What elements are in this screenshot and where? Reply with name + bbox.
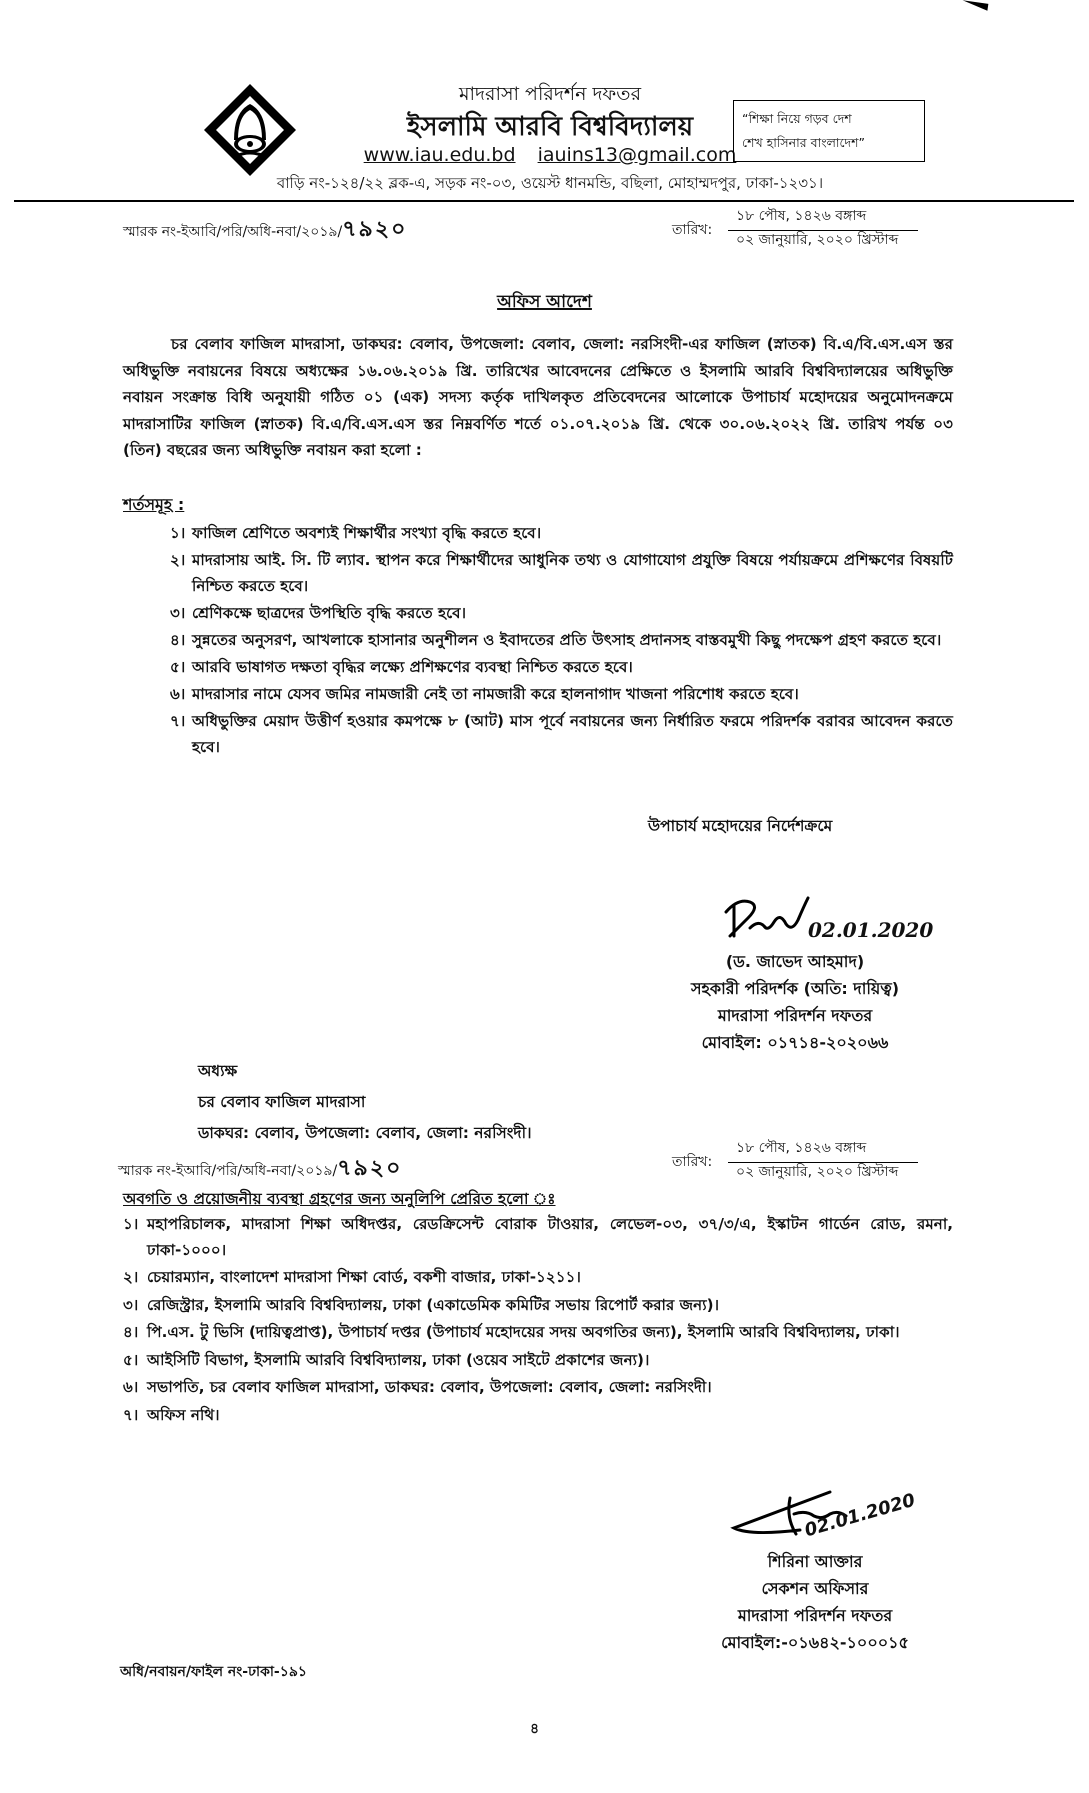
copy-item [123,1403,953,1429]
condition-number: ৪। [170,631,186,649]
header-divider [14,200,1074,202]
condition-number: ৬। [170,685,186,703]
by-order-of-vc: উপাচার্য মহোদয়ের নির্দেশক্রমে [648,817,833,835]
signatory-1-block [630,948,960,1056]
condition-item [170,708,953,760]
copy-text: আইসিটি বিভাগ, ইসলামি আরবি বিশ্ববিদ্যালয়, ঢাকা (ওয়েব সাইটে প্রকাশের জন্য)। [147,1350,650,1369]
date-gregorian: ০২ জানুয়ারি, ২০২০ খ্রিস্টাব্দ [736,232,899,248]
signatory-1-mobile: মোবাইল: ০১৭১৪-২০২০৬৬ [701,1033,889,1052]
page-number: ৪ [530,1721,540,1737]
condition-text: শ্রেণিকক্ষে ছাত্রদের উপস্থিতি বৃদ্ধি করতে হবে। [192,604,467,622]
signatory-1-office: মাদরাসা পরিদর্শন দফতর [717,1006,873,1025]
condition-item [170,681,953,707]
copy-item [123,1212,953,1263]
copies-list [123,1212,953,1430]
signature-date-2: 02.01.2020 [802,1489,918,1542]
university-seal-icon [200,80,300,180]
office-order-title-text: অফিস আদেশ [497,292,592,312]
copy-text: সভাপতি, চর বেলাব ফাজিল মাদরাসা, ডাকঘর: বেলাব, উপজেলা: বেলাব, জেলা: নরসিংদী। [147,1378,712,1396]
memo-handwritten-number: ৭৯২০ [342,217,408,242]
university-name: ইসলামি আরবি বিশ্ববিদ্যালয় [406,112,694,142]
condition-item [170,627,953,653]
date-bangla: ১৮ পৌষ, ১৪২৬ বঙ্গাব্দ [728,204,918,231]
copy-number: ৬। [123,1378,139,1396]
copy-text: রেজিস্ট্রার, ইসলামি আরবি বিশ্ববিদ্যালয়, ঢাকা (একাডেমিক কমিটির সভায় রিপোর্ট করার জন্য)। [147,1295,720,1314]
signatory-2-mobile: মোবাইল:-০১৬৪২-১০০০১৫ [721,1633,909,1652]
conditions-heading: শর্তসমূহ : [123,495,185,514]
signatory-2-office: মাদরাসা পরিদর্শন দফতর [737,1606,893,1625]
slogan-box [733,100,925,162]
signatory-1-name: (ড. জাভেদ আহমাদ) [725,952,865,971]
scan-artifact [962,0,989,11]
addressee-title: অধ্যক্ষ [198,1062,238,1080]
copy-text: পি.এস. টু ভিসি (দায়িত্বপ্রাপ্ত), উপাচার্য দপ্তর (উপাচার্য মহোদয়ের সদয় অবগতির জন্য), ইসলামি আরবি বিশ্ববিদ্যালয়, ঢাকা। [147,1323,900,1341]
copy-item [123,1320,953,1346]
copy-number: ৩। [123,1295,139,1314]
memo-prefix: স্মারক নং-ইআবি/পরি/অধি-নবা/২০১৯/ [123,224,343,240]
slogan-line-1: “শিক্ষা নিয়ে গড়ব দেশ [742,111,852,126]
date-label: তারিখ: [672,1154,713,1170]
date-block-top [672,204,932,252]
copy-text: চেয়ারম্যান, বাংলাদেশ মাদরাসা শিক্ষা বোর্ড, বকশী বাজার, ঢাকা-১২১১। [147,1268,581,1286]
date-bangla: ১৮ পৌষ, ১৪২৬ বঙ্গাব্দ [728,1136,918,1163]
signatory-2-designation: সেকশন অফিসার [761,1579,869,1598]
copy-text: অফিস নথি। [147,1405,220,1424]
condition-item [170,520,953,546]
condition-number: ৫। [170,658,186,676]
signatory-2-name: শিরিনা আক্তার [767,1552,863,1571]
addressee-block [198,1056,532,1149]
addressee-address: ডাকঘর: বেলাব, উপজেলা: বেলাব, জেলা: নরসিংদী। [198,1124,532,1142]
website-link[interactable]: www.iau.edu.bd [363,144,516,166]
condition-number: ১। [170,524,186,542]
signature-date-1: 02.01.2020 [808,918,934,942]
memo-number-top [123,212,407,249]
addressee-institution: চর বেলাব ফাজিল মাদরাসা [198,1093,366,1111]
copy-number: ৭। [123,1405,139,1424]
condition-text: সুন্নতের অনুসরণ, আখলাকে হাসানার অনুশীলন ও ইবাদতের প্রতি উৎসাহ প্রদানসহ বাস্তবমুখী কিছু পদক্ষেপ গ্রহণ করতে হবে। [192,631,942,649]
condition-item [170,547,953,599]
condition-item [170,600,953,626]
condition-text: আরবি ভাষাগত দক্ষতা বৃদ্ধির লক্ষ্যে প্রশিক্ষণের ব্যবস্থা নিশ্চিত করতে হবে। [192,658,633,676]
copy-text: মহাপরিচালক, মাদরাসা শিক্ষা অধিদপ্তর, রেডক্রিসেন্ট বোরাক টাওয়ার, লেভেল-০৩, ৩৭/৩/এ, ইস্কাটন গার্ডেন রোড, রমনা, ঢাকা-১০০০। [147,1215,953,1259]
office-order-title [0,289,1089,317]
office-name: মাদরাসা পরিদর্শন দফতর [458,83,642,105]
condition-number: ৭। [170,712,186,730]
copy-number: ৫। [123,1350,139,1369]
office-address: বাড়ি নং-১২৪/২২ ব্লক-এ, সড়ক নং-০৩, ওয়েস্ট ধানমন্ডি, বছিলা, মোহাম্মদপুর, ঢাকা-১২৩১। [276,174,824,192]
email-link[interactable]: iauins13@gmail.com [537,144,737,166]
conditions-list [170,520,953,761]
copy-item [123,1348,953,1374]
date-gregorian: ০২ জানুয়ারি, ২০২০ খ্রিস্টাব্দ [736,1164,899,1180]
condition-text: মাদরাসার নামে যেসব জমির নামজারী নেই তা নামজারী করে হালনাগাদ খাজনা পরিশোধ করতে হবে। [192,685,799,703]
slogan-line-2: শেখ হাসিনার বাংলাদেশ” [742,135,865,150]
signatory-2-block [680,1548,950,1656]
copy-number: ৪। [123,1323,139,1341]
condition-number: ৩। [170,604,186,622]
condition-text: ফাজিল শ্রেণিতে অবশ্যই শিক্ষার্থীর সংখ্যা বৃদ্ধি করতে হবে। [192,524,542,542]
memo-prefix: স্মারক নং-ইআবি/পরি/অধি-নবা/২০১৯/ [118,1163,338,1179]
copy-item [123,1265,953,1291]
copy-item [123,1375,953,1401]
condition-text: অধিভুক্তির মেয়াদ উত্তীর্ণ হওয়ার কমপক্ষে ৮ (আট) মাস পূর্বে নবায়নের জন্য নির্ধারিত ফরমে পরিদর্শক বরাবর আবেদন করতে হবে। [192,712,953,756]
memo-handwritten-number: ৭৯২০ [337,1156,403,1181]
date-label: তারিখ: [672,222,713,238]
copy-number: ২। [123,1268,139,1286]
condition-text: মাদরাসায় আই. সি. টি ল্যাব. স্থাপন করে শিক্ষার্থীদের আধুনিক তথ্য ও যোগাযোগ প্রযুক্তি বিষয়ে পর্যায়ক্রমে প্রশিক্ষণের বিষয়টি নিশ্চিত করতে হবে। [192,551,953,595]
file-reference: অধি/নবায়ন/ফাইল নং-ঢাকা-১৯১ [120,1664,307,1680]
condition-number: ২। [170,551,186,569]
order-body-paragraph: চর বেলাব ফাজিল মাদরাসা, ডাকঘর: বেলাব, উপজেলা: বেলাব, জেলা: নরসিংদী-এর ফাজিল (স্নাতক) বি.এ/বি.এস.এস স্তর অধিভুক্তি নবায়নের বিষয়ে অধ্যক্ষের ১৬.০৬.২০১৯ খ্রি. তারিখের আবেদনের প্রেক্ষিতে ও ইসলামি আরবি বিশ্ববিদ্যালয়ের অধিভুক্তি নবায়ন সংক্রান্ত বিধি অনুযায়ী গঠিত ০১ (এক) সদস্য কর্তৃক দাখিলকৃত প্রতিবেদনের আলোকে উপাচার্য মহোদয়ের অনুমোদনক্রমে মাদরাসাটির ফাজিল (স্নাতক) বি.এ/বি.এস.এস স্তর নিম্নবর্ণিত শর্তে ০১.০৭.২০১৯ খ্রি. থেকে ৩০.০৬.২০২২ খ্রি. তারিখ পর্যন্ত ০৩ (তিন) বছরের জন্য অধিভুক্তি নবায়ন করা হলো : [123,335,953,459]
condition-item [170,654,953,680]
date-block-bottom [672,1136,932,1184]
signatory-1-designation: সহকারী পরিদর্শক (অতি: দায়িত্ব) [690,979,900,998]
copies-heading: অবগতি ও প্রয়োজনীয় ব্যবস্থা গ্রহণের জন্য অনুলিপি প্রেরিত হলো ঃ [123,1190,556,1208]
header-links [335,144,765,166]
copy-item [123,1293,953,1319]
memo-number-bottom [118,1151,402,1188]
copy-number: ১। [123,1215,139,1233]
